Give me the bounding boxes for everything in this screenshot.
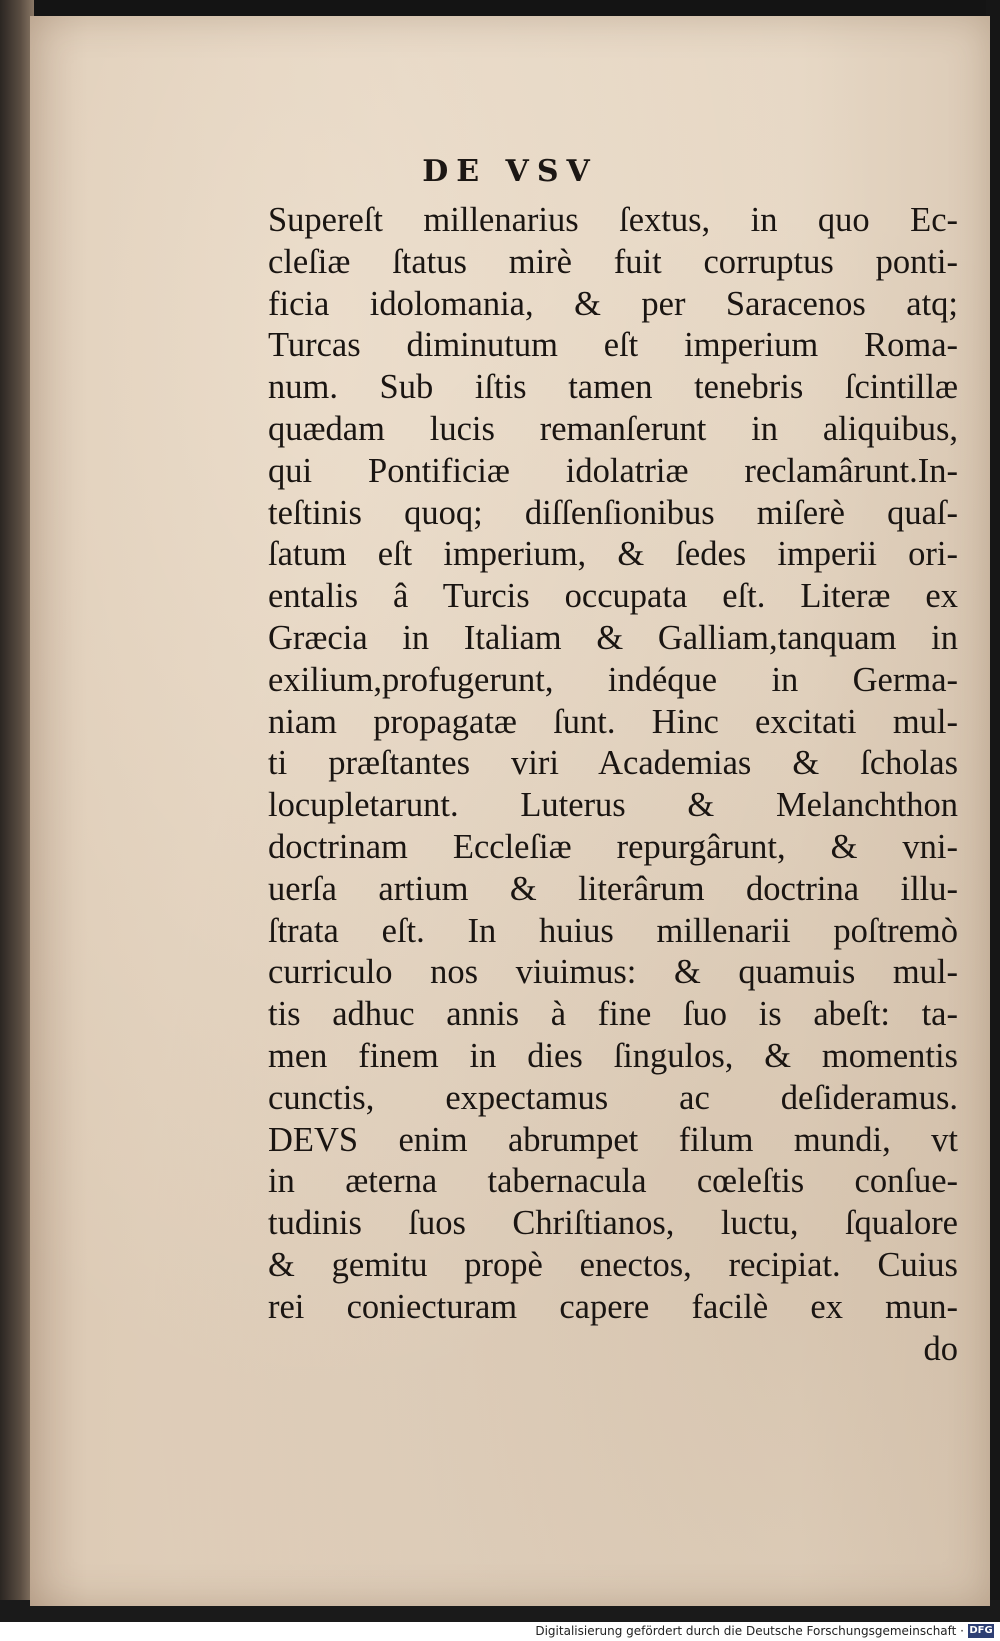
text-line: uerſa artium & literârum doctrina illu‑ bbox=[268, 869, 958, 908]
text-line: Turcas diminutum eſt imperium Roma‑ bbox=[268, 326, 958, 365]
text-line: qui Pontificiæ idolatriæ reclamârunt.In‑ bbox=[268, 451, 958, 490]
dfg-logo-icon: DFG bbox=[969, 1625, 993, 1636]
text-line: & gemitu propè enectos, recipiat. Cuius bbox=[268, 1245, 958, 1284]
text-line: ti præſtantes viri Academias & ſcholas bbox=[268, 744, 958, 783]
text-line: niam propagatæ ſunt. Hinc excitati mul‑ bbox=[268, 702, 958, 741]
running-head: DE VSV bbox=[422, 154, 598, 189]
text-line: men finem in dies ſingulos, & momentis bbox=[268, 1036, 958, 1075]
text-line: entalis â Turcis occupata eſt. Literæ ex bbox=[268, 577, 958, 616]
text-line: ſatum eſt imperium, & ſedes imperii ori‑ bbox=[268, 535, 958, 574]
text-line: num. Sub iſtis tamen tenebris ſcintillæ bbox=[268, 368, 958, 407]
catchword: do bbox=[923, 1329, 958, 1368]
text-line: curriculo nos viuimus: & quamuis mul‑ bbox=[268, 953, 958, 992]
text-line: tudinis ſuos Chriſtianos, luctu, ſqualore bbox=[268, 1204, 958, 1243]
text-line: cunctis, expectamus ac deſideramus. bbox=[268, 1078, 958, 1117]
footer-credit: Digitalisierung gefördert durch die Deutsche Forschungsgemeinschaft · bbox=[535, 1624, 964, 1638]
text-line: in æterna tabernacula cœleſtis conſue‑ bbox=[268, 1162, 958, 1201]
text-line: tis adhuc annis à fine ſuo is abeſt: ta‑ bbox=[268, 995, 958, 1034]
text-line: exilium,profugerunt, indéque in Germa‑ bbox=[268, 660, 958, 699]
text-line: teſtinis quoq; diſſenſionibus miſerè quaſ‑ bbox=[268, 493, 958, 532]
text-line: DEVS enim abrumpet filum mundi, vt bbox=[268, 1120, 958, 1159]
text-line: Græcia in Italiam & Galliam,tanquam in bbox=[268, 618, 958, 657]
book-spine-edge bbox=[0, 0, 34, 1620]
body-text bbox=[268, 200, 958, 1370]
text-line: quædam lucis remanſerunt in aliquibus, bbox=[268, 409, 958, 448]
text-line: ficia idolomania, & per Saracenos atq; bbox=[268, 284, 958, 323]
text-line: doctrinam Eccleſiæ repurgârunt, & vni‑ bbox=[268, 827, 958, 866]
text-line: Supereſt millenarius ſextus, in quo Ec‑ bbox=[268, 201, 958, 239]
text-line: ſtrata eſt. In huius millenarii poſtremò bbox=[268, 911, 958, 950]
book-page bbox=[30, 16, 990, 1606]
text-line: cleſiæ ſtatus mirè fuit corruptus ponti‑ bbox=[268, 242, 958, 281]
text-line: locupletarunt. Luterus & Melanchthon bbox=[268, 786, 958, 825]
text-line: rei coniecturam capere facilè ex mun‑ bbox=[268, 1287, 958, 1326]
